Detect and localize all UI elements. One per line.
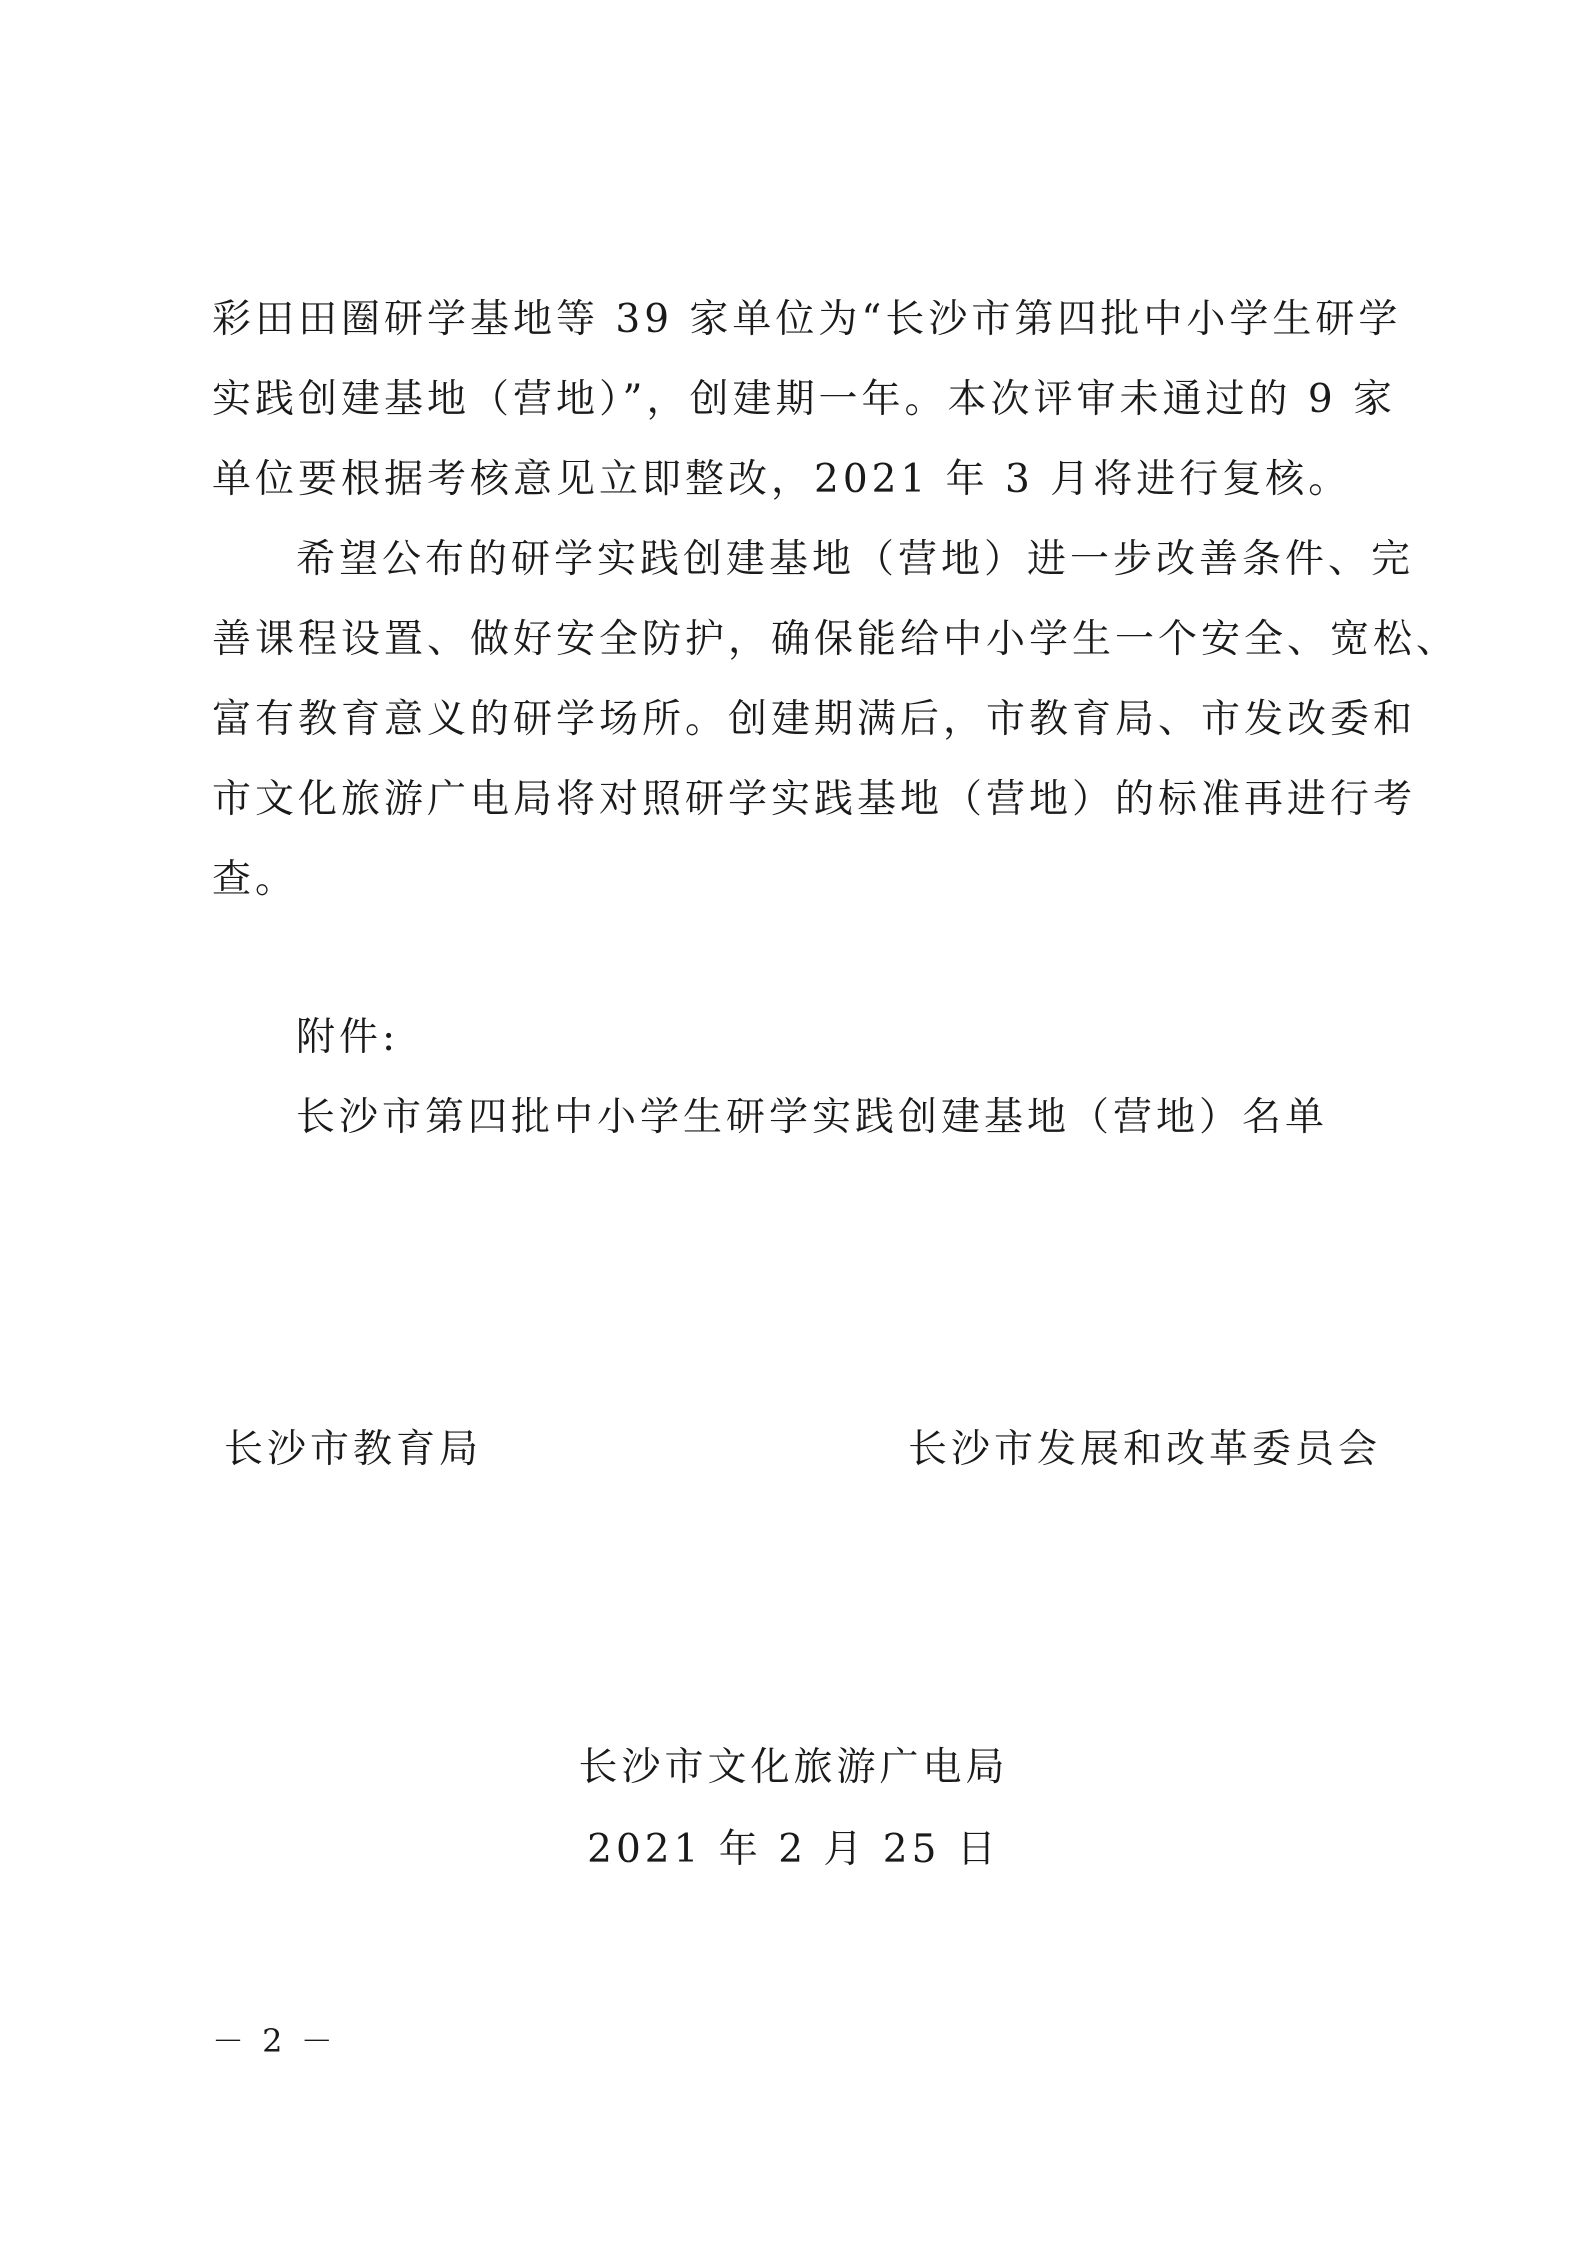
page-number: － 2 －	[212, 2022, 337, 2060]
paragraph-1-line-2: 实践创建基地（营地）”，创建期一年。本次评审未通过的 9 家	[212, 377, 1397, 422]
paragraph-1-line-3: 单位要根据考核意见立即整改，2021 年 3 月将进行复核。	[212, 457, 1352, 502]
paragraph-1-line-1: 彩田田圈研学基地等 39 家单位为“长沙市第四批中小学生研学	[212, 297, 1402, 342]
paragraph-2-line-1: 希望公布的研学实践创建基地（营地）进一步改善条件、完	[296, 537, 1415, 582]
paragraph-2-line-5: 查。	[212, 857, 299, 902]
signature-left: 长沙市教育局	[224, 1427, 483, 1472]
signature-center: 长沙市文化旅游广电局	[578, 1745, 1009, 1790]
paragraph-2-line-3: 富有教育意义的研学场所。创建期满后，市教育局、市发改委和	[212, 697, 1417, 742]
attachment-label: 附件:	[296, 1015, 400, 1060]
signature-date: 2021 年 2 月 25 日	[587, 1827, 1000, 1872]
signature-right: 长沙市发展和改革委员会	[908, 1427, 1382, 1472]
paragraph-2-line-4: 市文化旅游广电局将对照研学实践基地（营地）的标准再进行考	[212, 777, 1417, 822]
attachment-title: 长沙市第四批中小学生研学实践创建基地（营地）名单	[296, 1095, 1329, 1140]
paragraph-2-line-2: 善课程设置、做好安全防护，确保能给中小学生一个安全、宽松、	[212, 617, 1460, 662]
